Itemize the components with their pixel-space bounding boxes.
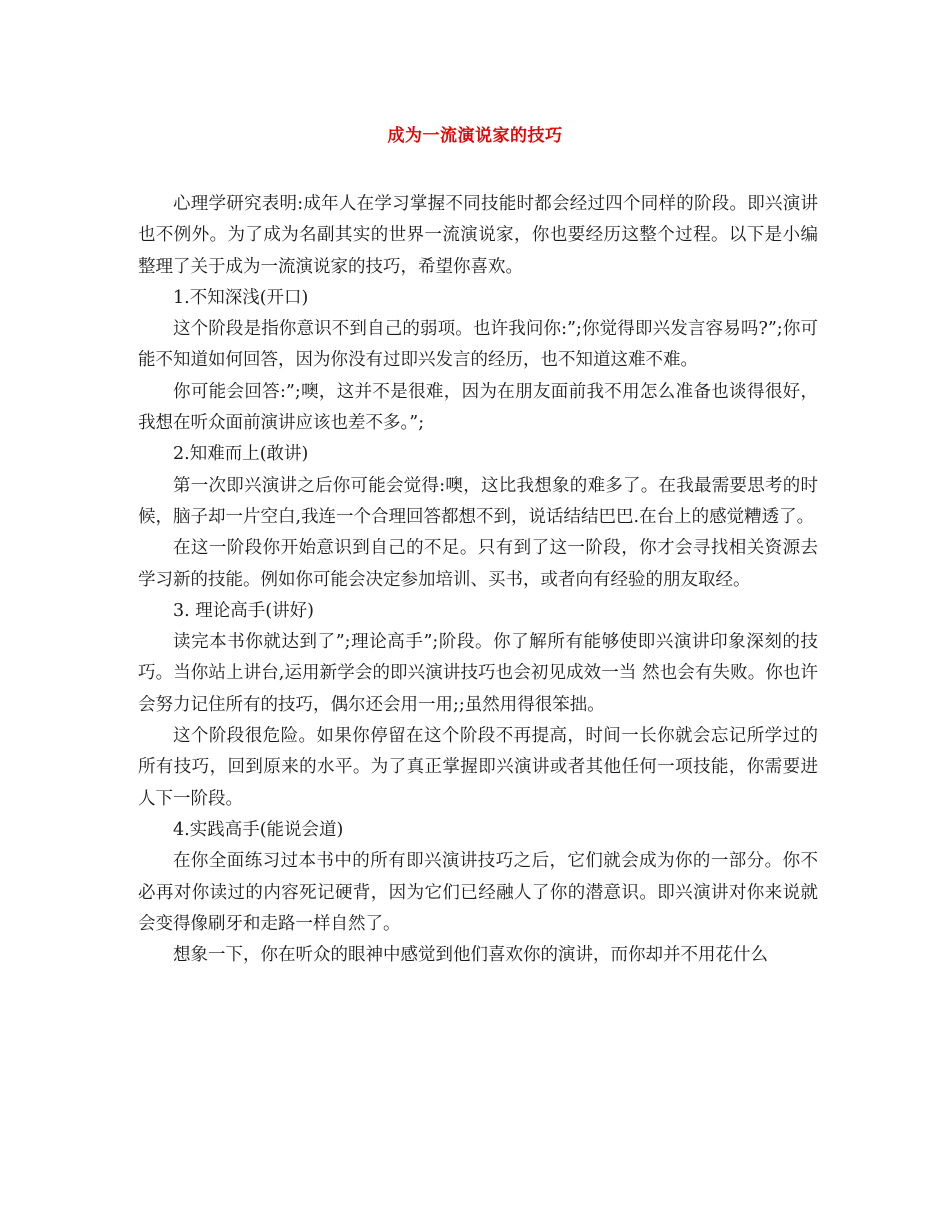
stage-2-paragraph: 在这一阶段你开始意识到自己的不足。只有到了这一阶段，你才会寻找相关资源去学习新的技能。例如你可能会决定参加培训、买书，或者向有经验的朋友取经。 [138,538,818,590]
stage-1-heading: 1.不知深浅(开口) [173,287,309,308]
document-title: 成为一流演说家的技巧 [387,126,563,146]
stage-2-paragraph: 第一次即兴演讲之后你可能会觉得:噢，这比我想象的难多了。在我最需要思考的时候，脑子却一片空白,我连一个合理回答都想不到，说话结结巴巴.在台上的感觉糟透了。 [138,475,818,527]
stage-4-heading: 4.实践高手(能说会道) [173,819,344,840]
stage-3-paragraph: 读完本书你就达到了”;理论高手”;阶段。你了解所有能够使即兴演讲印象深刻的技巧。当你站上讲台,运用新学会的即兴演讲技巧也会初见成效一当 然也会有失败。你也许会努力记住所有的技巧，偶尔还会用一用;;虽然用得很笨拙。 [138,632,818,715]
stage-3-paragraph: 这个阶段很危险。如果你停留在这个阶段不再提高，时间一长你就会忘记所学过的所有技巧，回到原来的水平。为了真正掌握即兴演讲或者其他任何一项技能，你需要进人下一阶段。 [138,726,818,809]
stage-4-paragraph: 在你全面练习过本书中的所有即兴演讲技巧之后，它们就会成为你的一部分。你不必再对你读过的内容死记硬背，因为它们已经融人了你的潜意识。即兴演讲对你来说就会变得像刷牙和走路一样自然了。 [138,851,818,934]
stage-1-paragraph: 这个阶段是指你意识不到自己的弱项。也许我问你:”;你觉得即兴发言容易吗?”;你可能不知道如何回答，因为你没有过即兴发言的经历，也不知道这难不难。 [138,319,818,371]
document-body [138,189,818,971]
stage-3-heading: 3. 理论高手(讲好) [173,600,314,621]
stage-2-heading: 2.知难而上(敢讲) [173,444,309,465]
stage-4-paragraph: 想象一下，你在听众的眼神中感觉到他们喜欢你的演讲，而你却并不用花什么 [173,945,768,966]
intro-paragraph: 心理学研究表明:成年人在学习掌握不同技能时都会经过四个同样的阶段。即兴演讲也不例外。为了成为名副其实的世界一流演说家，你也要经历这整个过程。以下是小编整理了关于成为一流演说家的技巧，希望你喜欢。 [138,194,818,277]
stage-1-paragraph: 你可能会回答:”;噢，这并不是很难，因为在朋友面前我不用怎么准备也谈得很好，我想在听众面前演讲应该也差不多。”; [138,381,818,434]
